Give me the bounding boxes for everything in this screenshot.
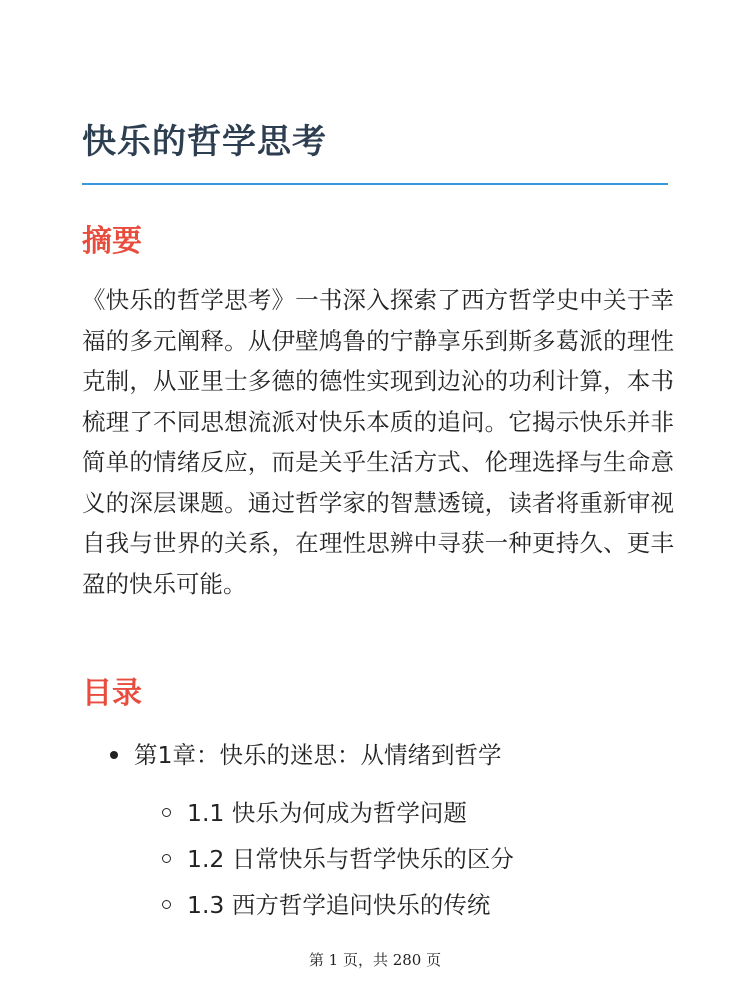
toc-heading: 目录 (82, 676, 142, 711)
abstract-heading: 摘要 (82, 224, 142, 259)
abstract-paragraph: 《快乐的哲学思考》一书深入探索了西方哲学史中关于幸福的多元阐释。从伊壁鸠鲁的宁静享乐到斯多葛派的理性克制，从亚里士多德的德性实现到边沁的功利计算，本书梳理了不同思想流派对快乐本质的追问。它揭示快乐并非简单的情绪反应，而是关乎生活方式、伦理选择与生命意义的深层课题。通过哲学家的智慧透镜，读者将重新审视自我与世界的关系，在理性思辨中寻获一种更持久、更丰盈的快乐可能。 (82, 286, 674, 598)
toc-section-item (162, 884, 490, 926)
toc-chapter-item (110, 734, 501, 776)
toc-chapter-label: 第1章：快乐的迷思：从情绪到哲学 (134, 741, 502, 769)
toc-section-item (162, 792, 467, 834)
toc-section-label: 1.2 日常快乐与哲学快乐的区分 (187, 845, 514, 873)
bullet-circle-icon (162, 808, 171, 817)
toc-section-label: 1.3 西方哲学追问快乐的传统 (187, 891, 491, 919)
bullet-circle-icon (162, 900, 171, 909)
page-number-footer: 第 1 页，共 280 页 (308, 951, 442, 969)
bullet-circle-icon (162, 854, 171, 863)
title-divider (82, 183, 668, 185)
document-title: 快乐的哲学思考 (82, 122, 327, 162)
toc-section-item (162, 838, 514, 880)
bullet-disc-icon (110, 751, 118, 759)
toc-section-label: 1.1 快乐为何成为哲学问题 (187, 799, 467, 827)
